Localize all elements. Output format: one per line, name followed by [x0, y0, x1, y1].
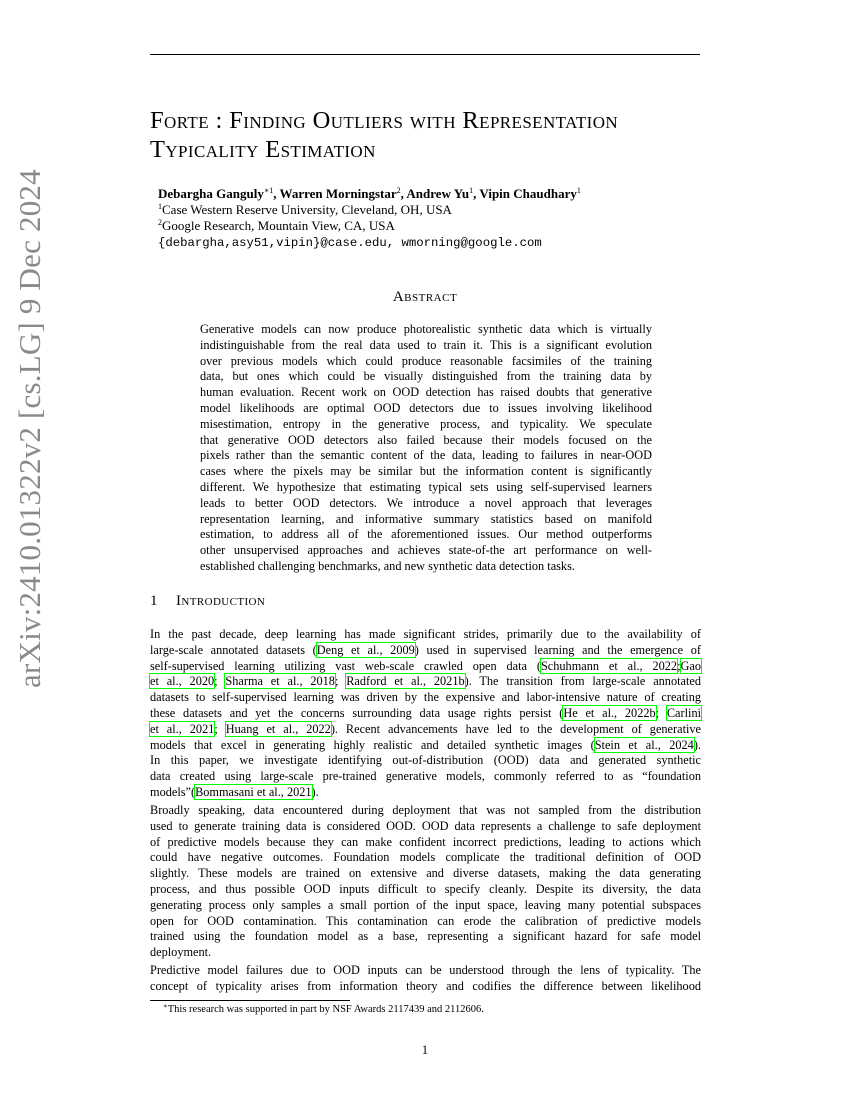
text-line: that generative OOD detectors also failed because their models focused on the	[200, 432, 652, 447]
text-run: models”(	[150, 784, 196, 799]
author-2: , Warren Morningstar	[273, 186, 397, 201]
text-line: misestimation, entropy in the generative process, and typicality. We speculate	[200, 416, 652, 431]
author-1-mark: ∗1	[263, 186, 274, 195]
section-title: Introduction	[176, 593, 266, 609]
text-line: process, and thus possible OOD inputs difficult to specify cleanly. Despite its diversity, the data	[150, 881, 701, 896]
text-line: other unsupervised approaches and achieves state-of-the art performance on well-	[200, 543, 652, 558]
author-3: , Andrew Yu	[400, 186, 470, 201]
affiliation-1-text: Case Western Reserve University, Cleveland, OH, USA	[162, 202, 452, 217]
author-3-mark: 1	[469, 186, 474, 195]
text-line: human evaluation. Recent work on OOD detection has raised doubts that generative	[200, 385, 652, 400]
intro-paragraph-1	[150, 627, 701, 801]
intro-paragraph-3	[150, 963, 701, 995]
text-run: ).	[693, 737, 701, 752]
text-line: generating process only samples a small portion of the input space, leaving many potential subspaces	[150, 897, 701, 912]
text-line: indistinguishable from the real data used to train it. This is a significant evolution	[200, 337, 652, 352]
affiliation-1	[158, 202, 718, 218]
footnote-text: This research was supported in part by NSF Awards 2117439 and 2112606.	[167, 1004, 484, 1015]
citation-carlini-2021[interactable]: Carlini	[666, 705, 702, 720]
author-emails[interactable]: {debargha,asy51,vipin}@case.edu, wmorning@google.com	[158, 236, 542, 250]
section-heading-introduction	[150, 593, 700, 610]
citation-gao-2020-cont[interactable]: et al., 2020	[150, 674, 215, 689]
text-line	[150, 785, 701, 801]
text-line: data created using large-scale pre-trained generative models, commonly referred to as “foundation	[150, 769, 701, 784]
text-run: models that excel in generating highly realistic and detailed synthetic images (	[150, 737, 595, 752]
citation-carlini-2021-cont[interactable]: et al., 2021	[150, 721, 215, 736]
citation-huang-2022[interactable]: Huang et al., 2022	[225, 721, 331, 736]
author-names	[158, 186, 718, 202]
text-run: ) used in supervised learning and the emergence of	[414, 642, 701, 657]
text-line: could have negative outcomes. Foundation models complicate the traditional definition of OOD	[150, 850, 701, 865]
text-line: Predictive model failures due to OOD inputs can be understood through the lens of typicality. The	[150, 963, 701, 977]
text-line: Broadly speaking, data encountered during deployment that was not sampled from the distribution	[150, 803, 701, 817]
page-number: 1	[421, 1043, 429, 1057]
text-line: representation learning, and informative summary statistics based on manifold	[200, 511, 652, 526]
author-4-mark: 1	[576, 186, 581, 195]
abstract-body	[200, 322, 652, 575]
text-line: different. We hypothesize that estimating typical sets using self-supervised learners	[200, 479, 652, 494]
text-line: In the past decade, deep learning has made significant strides, primarily due to the availability of	[150, 627, 701, 641]
text-run: ;	[655, 705, 660, 720]
abstract-heading: Abstract	[392, 289, 458, 305]
text-run: ;	[214, 674, 218, 689]
text-line	[150, 722, 701, 738]
citation-he-2022b[interactable]: He et al., 2022b	[563, 705, 656, 720]
footnote-rule	[150, 1000, 350, 1001]
text-line	[150, 643, 701, 659]
text-line: Generative models can now produce photorealistic synthetic data which is virtually	[200, 322, 652, 336]
text-run: ). The transition from large-scale annotated	[464, 674, 701, 689]
title-line-1: Forte : Finding Outliers with Representation	[150, 107, 619, 134]
text-run: these datasets and yet the concerns surrounding data usage rights persist (	[150, 705, 564, 720]
author-block	[158, 186, 718, 251]
text-line: In this paper, we investigate identifying out-of-distribution (OOD) data and generated synthetic	[150, 753, 701, 768]
citation-sharma-2018[interactable]: Sharma et al., 2018	[225, 674, 335, 689]
author-4: , Vipin Chaudhary	[473, 186, 577, 201]
section-number: 1	[150, 593, 158, 609]
text-line	[150, 738, 701, 754]
text-line	[150, 706, 701, 722]
text-run: ;	[334, 674, 339, 689]
text-run: ).	[311, 784, 319, 799]
text-line: of predictive models because they can make confident incorrect predictions, leading to actions which	[150, 834, 701, 849]
arxiv-identifier: arXiv:2410.01322v2 [cs.LG] 9 Dec 2024	[12, 169, 47, 688]
text-run: large-scale annotated datasets (	[150, 642, 317, 657]
paper-title	[150, 106, 710, 164]
text-line: established challenging benchmarks, and new synthetic data detection tasks.	[200, 558, 575, 573]
affiliation-2	[158, 218, 718, 234]
text-line	[150, 659, 701, 675]
text-line: slightly. These models are trained on extensive and diverse datasets, making the data generating	[150, 866, 701, 881]
title-line-2: Typicality Estimation	[150, 136, 376, 163]
text-line: data, but ones which could be visually distinguished from the training data by	[200, 369, 652, 384]
text-line: cases where the pixels may be similar but the information content is significantly	[200, 464, 652, 479]
text-line: deployment.	[150, 945, 212, 960]
citation-bommasani-2021[interactable]: Bommasani et al., 2021	[195, 784, 312, 799]
intro-paragraph-2	[150, 803, 701, 961]
footnote	[163, 1003, 484, 1016]
text-line: pixels rather than the semantic content of the data, leading to failures in near-OOD	[200, 448, 652, 463]
text-line: estimation, to address all of the aforementioned issues. Our method outperforms	[200, 527, 652, 542]
top-rule	[150, 54, 700, 55]
text-run: ;	[677, 658, 681, 673]
citation-gao-2020[interactable]: Gao	[680, 658, 702, 673]
citation-radford-2021b[interactable]: Radford et al., 2021b	[346, 674, 465, 689]
text-run: self-supervised learning utilizing vast web-scale crawled open data (	[150, 658, 541, 673]
affiliation-2-mark: 2	[158, 218, 162, 227]
author-1: Debargha Ganguly	[158, 186, 264, 201]
text-line: used to generate training data is considered OOD. OOD data represents a challenge to safe deployment	[150, 818, 701, 833]
text-line	[150, 674, 701, 690]
citation-stein-2024[interactable]: Stein et al., 2024	[594, 737, 694, 752]
text-line: over previous models which could produce reasonable facsimiles of the training	[200, 353, 652, 368]
text-line: concept of typicality arises from information theory and codifies the difference between likelihood	[150, 978, 701, 993]
text-line: trained using the foundation model as a base, representing a significant hazard for safe model	[150, 929, 701, 944]
text-line: model likelihoods are optimal OOD detectors due to issues involving likelihood	[200, 400, 652, 415]
author-2-mark: 2	[396, 186, 401, 195]
footnote-mark: ∗	[163, 1002, 168, 1010]
text-line: leads to better OOD detectors. We introduce a novel approach that leverages	[200, 495, 652, 510]
affiliation-1-mark: 1	[158, 202, 162, 211]
citation-schuhmann-2022[interactable]: Schuhmann et al., 2022	[540, 658, 678, 673]
text-run: ). Recent advancements have led to the development of generative	[330, 721, 702, 736]
affiliation-2-text: Google Research, Mountain View, CA, USA	[162, 218, 395, 233]
text-line: datasets to self-supervised learning was driven by the expensive and labor-intensive nature of creating	[150, 690, 701, 705]
citation-deng-2009[interactable]: Deng et al., 2009	[316, 642, 415, 657]
text-run: ;	[214, 721, 218, 736]
text-line: open for OOD contamination. This contamination can erode the calibration of predictive models	[150, 913, 701, 928]
